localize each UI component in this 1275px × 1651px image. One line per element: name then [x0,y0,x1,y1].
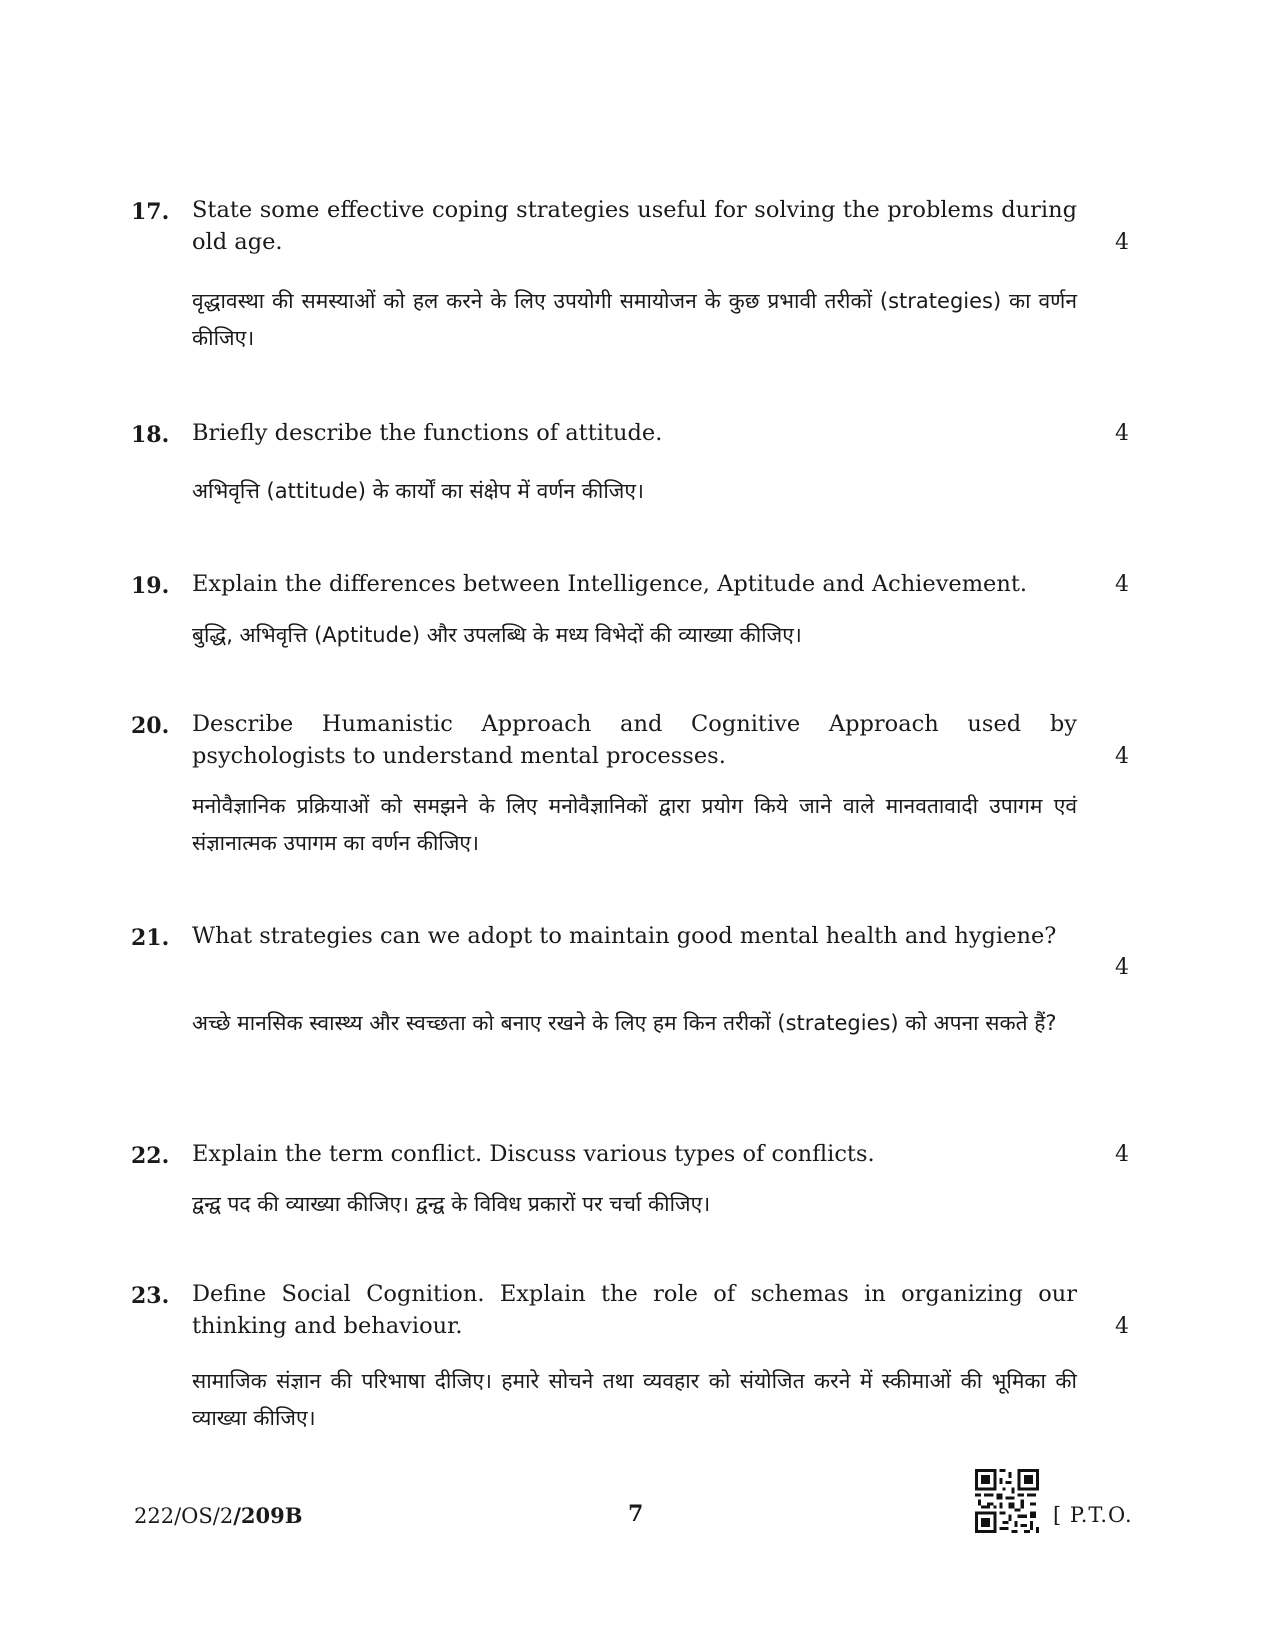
please-turn-over: [ P.T.O. [1053,1503,1133,1527]
qr-code-icon [975,1469,1039,1533]
question-marks: 4 [1115,230,1129,255]
question-marks: 4 [1115,1314,1129,1339]
question-text-english: State some effective coping strategies useful for solving the problems during old age. [192,197,1077,255]
question-text-english: Describe Humanistic Approach and Cognitive Approach used by psychologists to understand mental processes. [192,711,1077,769]
question-text-hindi: सामाजिक संज्ञान की परिभाषा दीजिए। हमारे सोचने तथा व्यवहार को संयोजित करने में स्कीमाओं की भूमिका की व्याख्या कीजिए। [192,1369,1077,1430]
question-number: 19. [131,573,170,599]
question-text-english: Explain the differences between Intelligence, Aptitude and Achievement. [192,571,1028,597]
question-text-hindi: अच्छे मानसिक स्वास्थ्य और स्वच्छता को बनाए रखने के लिए हम किन तरीकों (strategies) को अपना सकते हैं? [192,1011,1057,1035]
page-number: 7 [628,1501,644,1527]
question-text-english: Define Social Cognition. Explain the role of schemas in organizing our thinking and behaviour. [192,1281,1077,1339]
paper-code [134,1503,302,1528]
question-text-english: What strategies can we adopt to maintain good mental health and hygiene? [192,923,1057,949]
question-number: 18. [131,422,170,448]
paper-code-prefix: 222/OS/2 [134,1504,234,1528]
question-number: 22. [131,1143,170,1169]
question-number: 17. [131,199,170,225]
question-marks: 4 [1115,421,1129,446]
question-text-hindi: बुद्धि, अभिवृत्ति (Aptitude) और उपलब्धि के मध्य विभेदों की व्याख्या कीजिए। [192,623,802,647]
question-marks: 4 [1115,744,1129,769]
question-number: 20. [131,713,170,739]
question-text-hindi: वृद्धावस्था की समस्याओं को हल करने के लिए उपयोगी समायोजन के कुछ प्रभावी तरीकों (strategies) का वर्णन कीजिए। [192,289,1077,350]
question-number: 23. [131,1283,170,1309]
question-number: 21. [131,925,170,951]
question-text-english: Briefly describe the functions of attitude. [192,420,663,446]
question-text-hindi: मनोवैज्ञानिक प्रक्रियाओं को समझने के लिए मनोवैज्ञानिकों द्वारा प्रयोग किये जाने वाले मानवतावादी उपागम एवं संज्ञानात्मक उपागम का वर्णन कीजिए। [192,794,1077,855]
question-marks: 4 [1115,955,1129,980]
question-marks: 4 [1115,1142,1129,1167]
question-text-hindi: अभिवृत्ति (attitude) के कार्यों का संक्षेप में वर्णन कीजिए। [192,479,644,503]
question-marks: 4 [1115,572,1129,597]
paper-code-suffix: /209B [233,1503,303,1528]
question-text-hindi: द्वन्द्व पद की व्याख्या कीजिए। द्वन्द्व के विविध प्रकारों पर चर्चा कीजिए। [192,1192,711,1216]
question-text-english: Explain the term conflict. Discuss various types of conflicts. [192,1141,875,1167]
